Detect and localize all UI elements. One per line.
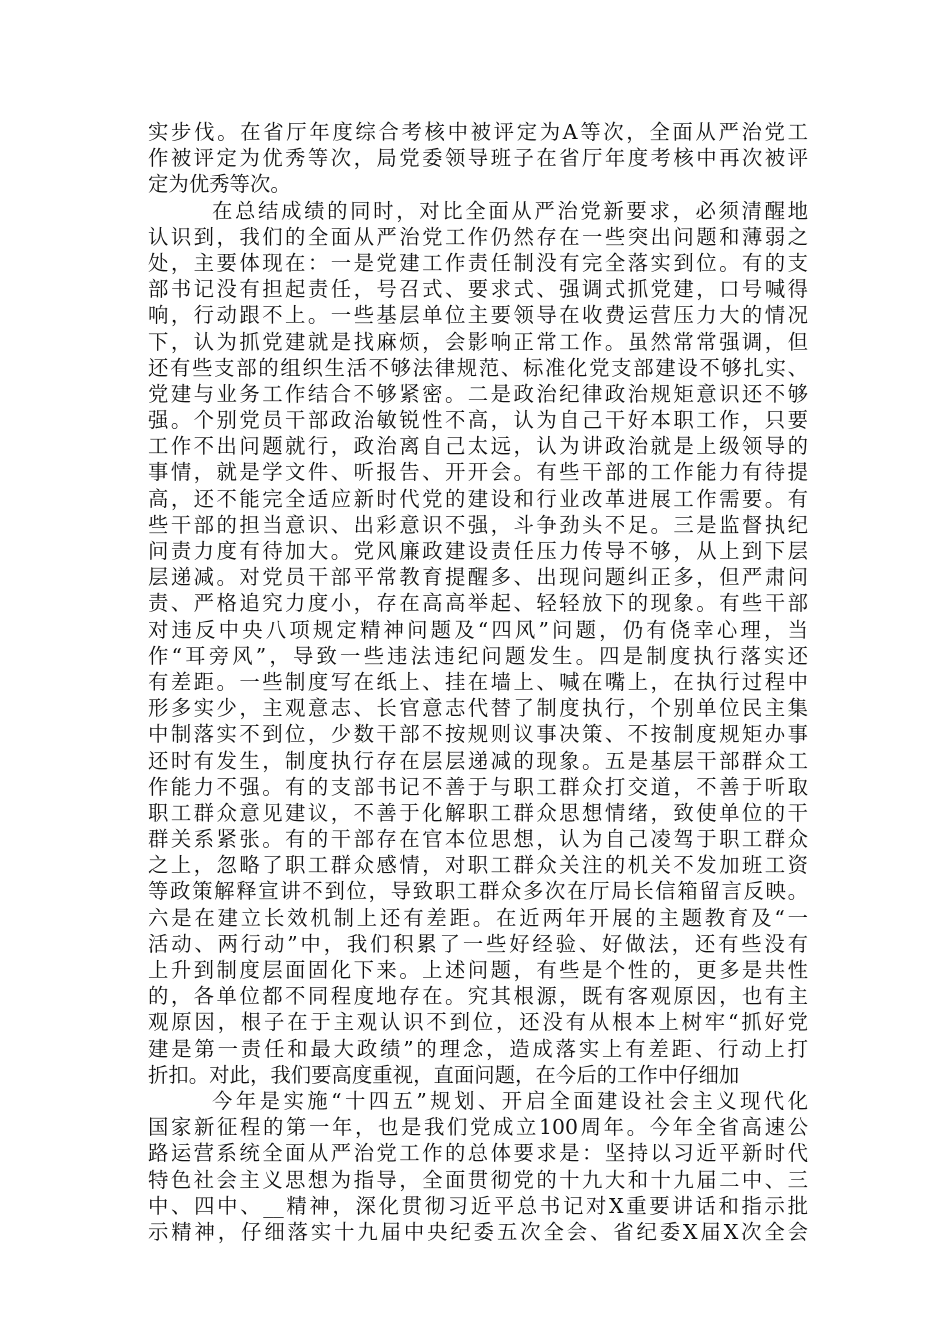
text-line: 强。个别党员干部政治敏锐性不高，认为自己干好本职工作，只要 xyxy=(148,408,808,433)
text-line: 部书记没有担起责任，号召式、要求式、强调式抓党建，口号喊得 xyxy=(148,277,808,302)
text-line: 责、严格追究力度小，存在高高举起、轻轻放下的现象。有些干部 xyxy=(148,591,808,616)
text-line: 在总结成绩的同时，对比全面从严治党新要求，必须清醒地 xyxy=(212,198,808,223)
text-line: 形多实少，主观意志、长官意志代替了制度执行，个别单位民主集 xyxy=(148,696,808,721)
text-line: 的，各单位都不同程度地存在。究其根源，既有客观原因，也有主 xyxy=(148,984,808,1009)
text-line: 些干部的担当意识、出彩意识不强，斗争劲头不足。三是监督执纪 xyxy=(148,512,808,537)
text-line: 六是在建立长效机制上还有差距。在近两年开展的主题教育及“一 xyxy=(148,905,808,930)
text-line: 职工群众意见建议，不善于化解职工群众思想情绪，致使单位的干 xyxy=(148,800,808,825)
text-line: 观原因，根子在于主观认识不到位，还没有从根本上树牢“抓好党 xyxy=(148,1010,808,1035)
text-line: 路运营系统全面从严治党工作的总体要求是：坚持以习近平新时代 xyxy=(148,1141,808,1166)
text-line: 示精神，仔细落实十九届中央纪委五次全会、省纪委X届X次全会 xyxy=(148,1219,808,1244)
paragraph-2 xyxy=(148,198,808,1088)
text-line: 实步伐。在省厅年度综合考核中被评定为A等次，全面从严治党工 xyxy=(148,120,808,144)
text-line: 对违反中央八项规定精神问题及“四风”问题，仍有侥幸心理，当 xyxy=(148,617,808,642)
text-line: 今年是实施“十四五”规划、开启全面建设社会主义现代化 xyxy=(212,1088,808,1113)
paragraph-1 xyxy=(148,119,808,198)
text-line: 上升到制度层面固化下来。上述问题，有些是个性的，更多是共性 xyxy=(148,958,808,982)
text-line: 等政策解释宣讲不到位，导致职工群众多次在厅局长信箱留言反映。 xyxy=(148,879,808,904)
text-line: 还时有发生，制度执行存在层层递减的现象。五是基层干部群众工 xyxy=(148,748,808,773)
text-line: 认识到，我们的全面从严治党工作仍然存在一些突出问题和薄弱之 xyxy=(148,224,808,249)
text-line: 下，认为抓党建就是找麻烦，会影响正常工作。虽然常常强调，但 xyxy=(148,329,808,354)
text-line: 处，主要体现在：一是党建工作责任制没有完全落实到位。有的支 xyxy=(148,250,808,275)
text-line: 建是第一责任和最大政绩”的理念，造成落实上有差距、行动上打 xyxy=(148,1036,808,1061)
text-line: 活动、两行动”中，我们积累了一些好经验、好做法，还有些没有 xyxy=(148,931,808,956)
document-page xyxy=(148,119,808,1245)
text-line: 作能力不强。有的支部书记不善于与职工群众打交道，不善于听取 xyxy=(148,774,808,799)
paragraph-3 xyxy=(148,1088,808,1245)
text-line: 还有些支部的组织生活不够法律规范、标准化党支部建设不够扎实、 xyxy=(148,355,808,380)
text-line: 工作不出问题就行，政治离自己太远，认为讲政治就是上级领导的 xyxy=(148,434,808,459)
text-line: 中制落实不到位，少数干部不按规则议事决策、不按制度规矩办事 xyxy=(148,722,808,747)
text-line: 高，还不能完全适应新时代党的建设和行业改革进展工作需要。有 xyxy=(148,486,808,511)
text-line: 定为优秀等次。 xyxy=(148,172,291,197)
text-line: 事情，就是学文件、听报告、开开会。有些干部的工作能力有待提 xyxy=(148,460,808,485)
text-line: 作被评定为优秀等次，局党委领导班子在省厅年度考核中再次被评 xyxy=(148,146,808,171)
text-line: 之上，忽略了职工群众感情，对职工群众关注的机关不发加班工资 xyxy=(148,853,808,878)
text-line: 国家新征程的第一年，也是我们党成立100周年。今年全省高速公 xyxy=(148,1115,808,1140)
text-line: 作“耳旁风”，导致一些违法违纪问题发生。四是制度执行落实还 xyxy=(148,643,808,668)
text-line: 层递减。对党员干部平常教育提醒多、出现问题纠正多，但严肃问 xyxy=(148,565,808,590)
text-line: 党建与业务工作结合不够紧密。二是政治纪律政治规矩意识还不够 xyxy=(148,381,808,406)
text-line: 特色社会主义思想为指导，全面贯彻党的十九大和十九届二中、三 xyxy=(148,1167,808,1192)
text-line: 中、四中、__精神，深化贯彻习近平总书记对X重要讲话和指示批 xyxy=(148,1193,808,1218)
text-line: 有差距。一些制度写在纸上、挂在墙上、喊在嘴上，在执行过程中 xyxy=(148,669,808,694)
text-line: 折扣。对此，我们要高度重视，直面问题，在今后的工作中仔细加 xyxy=(148,1062,740,1087)
text-line: 问责力度有待加大。党风廉政建设责任压力传导不够，从上到下层 xyxy=(148,539,808,563)
text-line: 群关系紧张。有的干部存在官本位思想，认为自己凌驾于职工群众 xyxy=(148,827,808,852)
text-line: 响，行动跟不上。一些基层单位主要领导在收费运营压力大的情况 xyxy=(148,303,808,328)
